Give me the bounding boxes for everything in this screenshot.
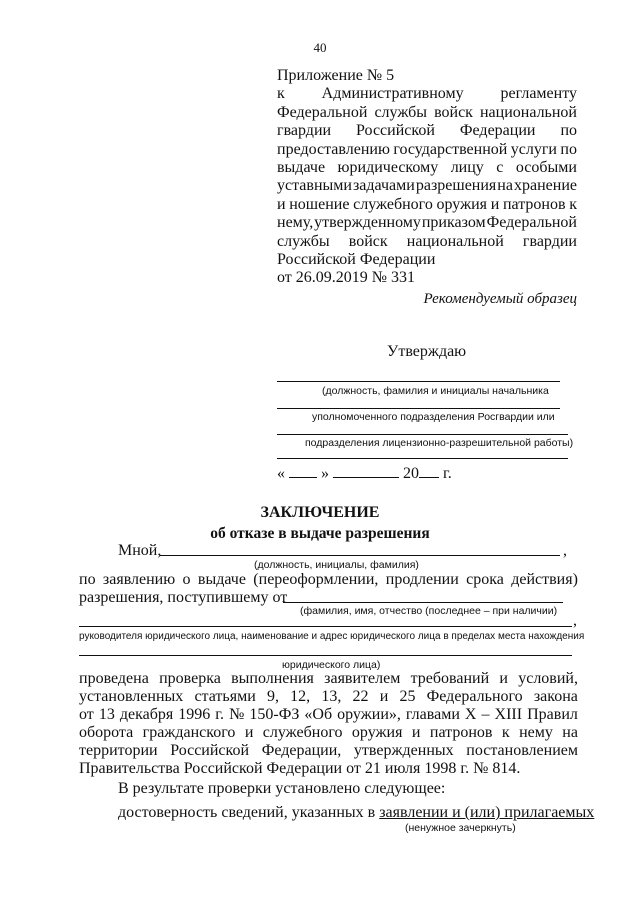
reliability-text: достоверность сведений, указанных в <box>118 804 380 821</box>
word: юридическому <box>337 159 439 177</box>
appendix-header <box>277 67 577 288</box>
word: лицу <box>450 159 484 177</box>
word: и <box>244 724 254 741</box>
word: действия) <box>511 571 578 588</box>
position-line <box>160 555 560 556</box>
day-blank <box>289 463 317 478</box>
word: нему <box>519 724 553 741</box>
word: с <box>496 159 504 177</box>
word: Федерации <box>459 122 536 140</box>
word: на <box>562 724 578 741</box>
word: к <box>501 724 510 741</box>
word: патронов <box>429 724 493 741</box>
word: Федерации, <box>261 742 342 759</box>
word: предоставлению <box>277 140 390 158</box>
word: 12, <box>290 688 311 705</box>
word: 150-ФЗ <box>249 706 300 723</box>
result-line: В результате проверки установлено следующее: <box>118 780 446 797</box>
word: и <box>411 724 421 741</box>
word: 13, <box>321 688 342 705</box>
word: «Об <box>304 706 333 723</box>
head-caption: руководителя юридического лица, наименование и адрес юридического лица в пределах места нахождения <box>79 631 585 642</box>
word: условий, <box>518 670 578 687</box>
word: гвардии <box>522 232 577 250</box>
approve-label: Утверждаю <box>387 343 467 360</box>
appendix-line <box>277 177 577 195</box>
word: и <box>490 195 500 213</box>
appendix-line: Российской Федерации <box>277 251 436 269</box>
appendix-line <box>277 196 577 214</box>
word: уставными <box>277 177 352 195</box>
word: войск <box>434 103 473 121</box>
word: войск <box>348 232 388 250</box>
head-comma: , <box>573 612 577 629</box>
head-line <box>79 626 572 627</box>
word: задачами <box>352 177 415 195</box>
word: 22 <box>352 688 369 705</box>
word: выдаче <box>277 159 326 177</box>
word: оружия <box>436 195 488 213</box>
approver-unit-line <box>277 408 560 409</box>
word: заявителем <box>324 670 401 687</box>
word: 25 <box>399 688 416 705</box>
page-number: 40 <box>313 40 327 55</box>
word: и <box>379 688 389 705</box>
appendix-line <box>277 141 577 159</box>
word: к <box>277 85 285 103</box>
word: к <box>569 195 577 213</box>
body-line: Правительства Российской Федерации от 21 июля 1998 г. № 814. <box>79 760 521 777</box>
document-title: ЗАКЛЮЧЕНИЕ <box>260 504 380 521</box>
appendix-line <box>277 104 577 122</box>
approver-caption-1: (должность, фамилия и инициалы начальника <box>322 385 549 397</box>
word: приказом <box>421 214 486 232</box>
word: службы <box>374 103 428 121</box>
body-line <box>79 571 578 589</box>
word: статьями <box>194 688 256 705</box>
word: по <box>560 122 577 140</box>
word: Федеральной <box>277 103 368 121</box>
word: гражданского <box>142 724 236 741</box>
approver-caption-2: уполномоченного подразделения Росгвардии или <box>312 411 555 423</box>
word: постановлением <box>466 742 578 759</box>
word: Федеральной <box>486 214 577 232</box>
close-quote: » <box>321 465 329 482</box>
word: проверка <box>159 670 221 687</box>
entity-line <box>79 655 572 656</box>
word: продлении <box>385 571 459 588</box>
word: особыми <box>515 159 577 177</box>
word: Российской <box>170 742 250 759</box>
word: и <box>277 195 286 213</box>
position-caption: (должность, инициалы, фамилия) <box>254 559 419 571</box>
word: службы <box>277 232 330 250</box>
appendix-line <box>277 159 577 177</box>
word: хранение <box>513 177 577 195</box>
word: выполнения <box>231 670 314 687</box>
body-line <box>79 688 578 706</box>
word: национальной <box>479 103 577 121</box>
entity-caption: юридического лица) <box>282 659 381 671</box>
word: требований <box>410 670 490 687</box>
word: декабря <box>119 706 174 723</box>
body-line <box>79 706 578 724</box>
appendix-line <box>277 122 577 140</box>
word: 1996 <box>178 706 211 723</box>
word: выдаче <box>197 571 246 588</box>
word: установленных <box>79 688 184 705</box>
word: оружия <box>351 724 403 741</box>
month-blank <box>333 463 399 478</box>
word: – <box>481 706 490 723</box>
word: служебного <box>262 724 343 741</box>
word: служебного <box>353 195 433 213</box>
approver-signature-line <box>277 381 560 382</box>
word: Правил <box>527 706 578 723</box>
appendix-line <box>277 85 577 103</box>
word: г. <box>215 706 225 723</box>
year-prefix: 20 <box>403 465 419 482</box>
appendix-line <box>277 233 577 251</box>
word: Российской <box>356 122 435 140</box>
word: оружии», <box>337 706 401 723</box>
approval-date <box>277 463 452 483</box>
word: № <box>229 706 245 723</box>
word: Административному <box>321 85 464 103</box>
word: и <box>499 670 508 687</box>
word: по <box>79 571 96 588</box>
word: государственной <box>393 140 508 158</box>
word: утвержденному <box>314 214 421 232</box>
word: от <box>79 706 94 723</box>
mnoy-comma: , <box>563 542 567 559</box>
word: Федерального <box>426 688 523 705</box>
word: ношение <box>289 195 350 213</box>
word: закона <box>533 688 578 705</box>
word: национальной <box>406 232 504 250</box>
appendix-order-date: от 26.09.2019 № 331 <box>277 269 416 287</box>
word: срока <box>466 571 504 588</box>
word: патронов <box>502 195 566 213</box>
word: территории <box>79 742 158 759</box>
word: проведена <box>79 670 149 687</box>
approver-extra-line <box>277 458 568 459</box>
document-subtitle: об отказе в выдаче разрешения <box>210 525 430 542</box>
body-line <box>79 670 578 688</box>
body-line: разрешения, поступившему от <box>79 589 288 606</box>
sample-label: Рекомендуемый образец <box>423 291 577 307</box>
word: (переоформлении, <box>253 571 379 588</box>
word: главами <box>405 706 460 723</box>
word: 13 <box>98 706 115 723</box>
strike-caption: (ненужное зачеркнуть) <box>405 822 516 834</box>
applicant-caption: (фамилия, имя, отчество (последнее – при наличии) <box>300 605 558 617</box>
word: по <box>560 140 577 158</box>
approver-dept-line <box>277 434 568 435</box>
appendix-line <box>277 214 577 232</box>
body-line <box>79 724 578 742</box>
word: XIII <box>494 706 523 723</box>
year-blank <box>419 463 439 478</box>
word: регламенту <box>500 85 577 103</box>
applicant-line <box>283 602 563 603</box>
word: гвардии <box>277 122 332 140</box>
approver-caption-3: подразделения лицензионно-разрешительной работы) <box>305 437 574 449</box>
word: заявлению <box>102 571 176 588</box>
word: разрешения <box>415 177 497 195</box>
word: 9, <box>266 688 279 705</box>
body-line <box>79 742 578 760</box>
appendix-number: Приложение № 5 <box>277 67 395 84</box>
word: оборота <box>79 724 134 741</box>
word: утвержденных <box>353 742 454 759</box>
reliability-underlined: заявлении и (или) прилагаемых <box>379 804 595 821</box>
mnoy-label: Мной, <box>118 542 162 559</box>
word: нему, <box>277 214 314 232</box>
reliability-line <box>118 804 594 822</box>
word: X <box>464 706 477 723</box>
word: на <box>497 177 513 195</box>
open-quote: « <box>277 465 285 482</box>
year-suffix: г. <box>443 465 452 482</box>
word: услуги <box>510 140 557 158</box>
word: о <box>182 571 191 588</box>
